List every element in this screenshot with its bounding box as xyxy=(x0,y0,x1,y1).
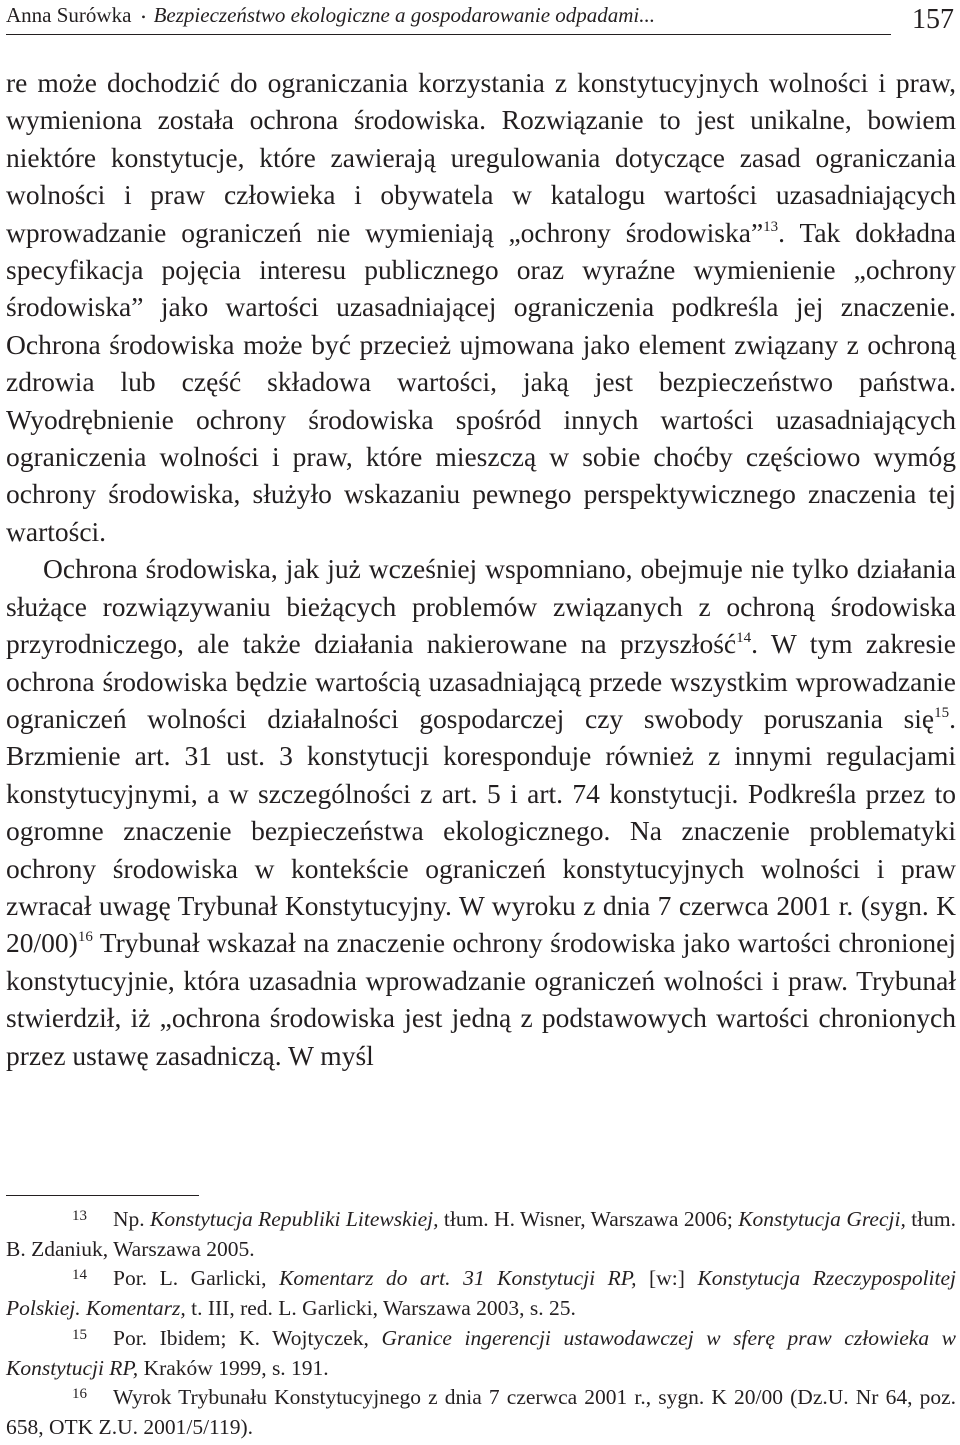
text-run: Np. xyxy=(113,1207,151,1231)
footnotes xyxy=(6,1205,956,1443)
footnote: 14 Por. L. Garlicki, Komentarz do art. 31 Konstytucji RP, [w:] Konstytucja Rzeczypospolitej Polskiej. Komentarz, t. III, red. L. Garlicki, Warszawa 2003, s. 25. xyxy=(6,1266,957,1321)
running-head-text xyxy=(6,3,655,28)
italic-title: Komentarz do art. 31 Konstytucji RP, xyxy=(279,1266,637,1291)
text-run: . Brzmienie art. 31 ust. 3 konstytucji koresponduje również z innymi regulacjami konstytucyjnymi, a w szczególności z art. 5 i art. 74 konstytucji. Podkreśla przez to ogromne znaczenie bezpieczeństwa ekologicznego. Na znaczenie problematyki ochrony środowiska w kontekście ograniczeń konstytucyjnych wolności i praw zwracał uwagę Trybunał Konstytucyjny. W wyroku z dnia 7 czerwca 2001 r. (sygn. K 20/00) xyxy=(6,702,956,959)
running-head xyxy=(6,0,954,40)
text-run: Trybunał wskazał na znaczenie ochrony środowiska jako wartości chronionej konstytucyjnie, która uzasadnia wprowadzanie ograniczeń wolności i praw. Trybunał stwierdził, iż „ochrona środowiska jest jedną z podstawowych wartości chronionych przez ustawę zasadniczą. W myśl xyxy=(6,927,956,1071)
text-run: Por. Ibidem; K. Wojtyczek, xyxy=(113,1325,382,1350)
paragraph xyxy=(6,64,956,550)
footnote: 15 Por. Ibidem; K. Wojtyczek, Granice ingerencji ustawodawczej w sferę praw człowieka w Konstytucji RP, Kraków 1999, s. 191. xyxy=(6,1325,957,1380)
text-run: tłum. H. Wisner, Warszawa 2006; xyxy=(438,1207,739,1231)
footnote: 13 Np. Konstytucja Republiki Litewskiej, tłum. H. Wisner, Warszawa 2006; Konstytucja Grecji, tłum. B. Zdaniuk, Warszawa 2005. xyxy=(6,1207,957,1261)
italic-title: Konstytucja Republiki Litewskiej, xyxy=(150,1207,439,1231)
header-rule xyxy=(6,34,891,35)
main-text xyxy=(6,64,956,1074)
text-run: Por. L. Garlicki, xyxy=(113,1266,280,1291)
text-run: t. III, red. L. Garlicki, Warszawa 2003, s. 25. xyxy=(185,1296,576,1321)
text-run: Kraków 1999, s. 191. xyxy=(138,1355,329,1380)
text-run: Wyrok Trybunału Konstytucyjnego z dnia 7 czerwca 2001 r., sygn. K 20/00 (Dz.U. Nr 64, poz. 658, OTK Z.U. 2001/5/119). xyxy=(6,1385,956,1439)
text-run: re może dochodzić do ograniczania korzystania z konstytucyjnych wolności i praw, wymieniona została ochrona środowiska. Rozwiązanie to jest unikalne, bowiem niektóre konstytucje, które zawierają uregulowania dotyczące zasad ograniczania wolności i praw człowieka i obywatela w katalogu wartości uzasadniających wprowadzanie ograniczeń nie wymieniają „ochrony środowiska” xyxy=(6,67,956,248)
italic-title: Konstytucja Grecji, xyxy=(738,1207,906,1231)
paragraph xyxy=(6,550,956,1074)
footnote: 16 Wyrok Trybunału Konstytucyjnego z dnia 7 czerwca 2001 r., sygn. K 20/00 (Dz.U. Nr 64, poz. 658, OTK Z.U. 2001/5/119). xyxy=(6,1385,956,1439)
footnote-reference: 14 xyxy=(736,630,752,647)
text-run: tłum. B. Zdaniuk, Warszawa 2005. xyxy=(6,1207,957,1261)
italic-title: Granice ingerencji ustawodawczej w sferę praw człowieka w Konstytucji RP, xyxy=(6,1325,957,1380)
header-author: Anna Surówka xyxy=(6,3,132,27)
footnote-rule xyxy=(6,1195,199,1196)
footnote-reference: 13 xyxy=(763,218,779,235)
bullet-separator: • xyxy=(141,9,146,24)
text-run: . Tak dokładna specyfikacja pojęcia interesu publicznego oraz wyraźne wymienienie „ochrony środowiska” jako wartości uzasadniającej ograniczenia podkreśla jej znaczenie. Ochrona środowiska może być przecież ujmowana jako element związany z ochroną zdrowia lub część składowa wartości, jaką jest bezpieczeństwo państwa. Wyodrębnienie ochrony środowiska spośród innych wartości uzasadniających ograniczenia wolności i praw, które mieszczą w sobie choćby częściowo wymóg ochrony środowiska, służyło wskazaniu pewnego perspektywicznego znaczenia tej wartości. xyxy=(6,216,956,547)
page-number: 157 xyxy=(912,4,954,35)
text-run: [w:] xyxy=(636,1266,698,1291)
header-title: Bezpieczeństwo ekologiczne a gospodarowanie odpadami... xyxy=(153,3,656,27)
footnote-reference: 16 xyxy=(77,929,93,946)
text-run: . W tym zakresie ochrona środowiska będzie wartością uzasadniającą przede wszystkim wprowadzanie ograniczeń wolności działalności gospodarczej czy swobody poruszania się xyxy=(6,628,956,734)
text-run: Ochrona środowiska, jak już wcześniej wspomniano, obejmuje nie tylko działania służące rozwiązywaniu bieżących problemów związanych z ochroną środowiska przyrodniczego, ale także działania nakierowane na przyszłość xyxy=(6,553,956,660)
italic-title: Konstytucja Rzeczypospolitej Polskiej. Komentarz, xyxy=(6,1266,957,1321)
footnote-reference: 15 xyxy=(934,704,950,721)
